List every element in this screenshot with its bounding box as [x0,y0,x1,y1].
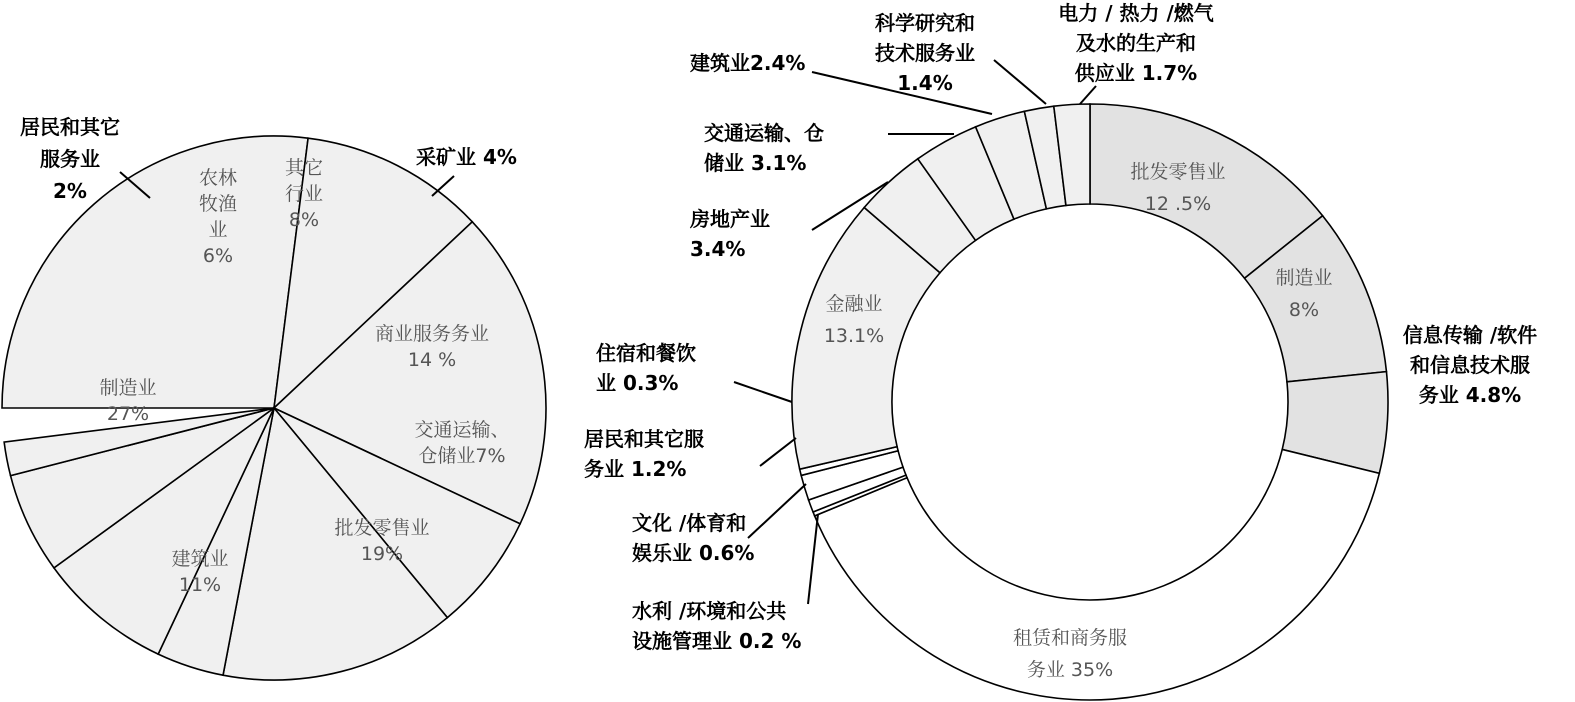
donut-slice-label-line: 房地产业 [690,207,770,231]
donut-slice-label-line: 交通运输、仓 [704,121,824,145]
pie-slice-label-line: 商业服务务业 [374,323,490,345]
donut-slice-label-line: 文化 /体育和 [632,511,747,535]
donut-slice-label-line: 住宿和餐饮 [596,341,696,365]
donut-slice-label-line: 娱乐业 0.6% [632,541,755,565]
donut-slice-label-line: 务业 35% [1026,659,1114,681]
pie-slice-label-line: 建筑业 [171,548,229,570]
pie-slice-label-line: 批发零售业 [334,517,430,539]
donut-slice-label [1058,1,1214,85]
donut-slice-label [704,121,824,175]
pie-slice-label-line: 11% [178,574,222,596]
donut-slice-label-line: 水利 /环境和公共 [632,599,787,623]
pie-slice-label-line: 6% [202,245,234,267]
donut-slice-label-line: 设施管理业 0.2 % [632,629,802,653]
donut-slice-label [1403,323,1537,407]
pie-slice-label-line: 交通运输、 [414,419,510,441]
donut-slice-label [689,207,770,261]
label-leader-line [808,514,818,604]
donut-slice-label-line: 居民和其它服 [584,427,704,451]
left-pie-chart [2,115,546,680]
pie-slice-label-line: 其它 [284,157,324,179]
pie-slice-label-line: 制造业 [99,377,157,399]
pie-slice-label-line: 居民和其它 [20,115,120,139]
pie-slice-label-line: 牧渔 [198,193,238,215]
pie-slice-label [285,157,323,231]
pie-slice-label-line: 服务业 [40,147,100,171]
donut-slice-label-line: 储业 3.1% [704,151,807,175]
donut-slice-label-line: 业 0.3% [596,371,679,395]
donut-slice-label-line: 务业 1.2% [584,457,687,481]
pie-slice [2,136,308,408]
donut-slice-label-line: 金融业 [825,293,883,315]
donut-slice-label-line: 3.4% [690,237,746,261]
label-leader-line [994,60,1046,104]
pie-slice-label-line: 14 % [407,349,457,371]
donut-slice-label-line: 电力 / 热力 /燃气 [1058,1,1214,25]
donut-slice-label-line: 技术服务业 [875,41,975,65]
donut-slice-label-line: 租赁和商务服 [1012,627,1128,649]
donut-slice-label [875,11,975,95]
pie-slice-label [20,115,120,203]
donut-slice-label [690,51,805,75]
label-leader-line [760,438,796,466]
pie-slice-label-line: 业 [208,219,228,241]
donut-slice-label-line: 和信息技术服 [1410,353,1530,377]
donut-slice-label-line: 1.4% [897,71,953,95]
donut-slice-label-line: 制造业 [1275,267,1333,289]
pie-slice-label-line: 仓储业7% [418,445,506,467]
right-donut-chart [584,1,1537,700]
pie-slice-label-line: 采矿业 4% [416,145,517,169]
label-leader-line [432,176,454,196]
pie-slice-label-line: 2% [53,179,87,203]
donut-slice-label [584,427,705,481]
pie-slice-label-line: 19% [360,543,404,565]
donut-slice-label-line: 供应业 1.7% [1074,61,1198,85]
donut-slice-label-line: 12 .5% [1144,193,1212,215]
donut-slice-label-line: 建筑业2.4% [690,51,806,75]
donut-slice-label-line: 8% [1288,299,1320,321]
donut-slice-label [632,511,754,565]
donut-slice-label-line: 务业 4.8% [1418,383,1522,407]
donut-slice-label-line: 及水的生产和 [1076,31,1196,55]
donut-slice-label-line: 信息传输 /软件 [1402,323,1538,347]
label-leader-line [734,382,792,402]
donut-slice-label [632,599,801,653]
pie-slice-label-line: 农林 [198,167,238,189]
donut-slice-label-line: 13.1% [823,325,885,347]
pie-slice-label [416,145,517,169]
donut-slice-label-line: 科学研究和 [875,11,975,35]
donut-slice-label [596,341,696,395]
donut-slice-label-line: 批发零售业 [1130,161,1226,183]
pie-slice-label-line: 8% [288,209,320,231]
pie-slice-label-line: 27% [106,403,150,425]
label-leader-line [1080,86,1096,104]
label-leader-line [748,484,806,538]
pie-slice-label-line: 行业 [284,183,324,205]
